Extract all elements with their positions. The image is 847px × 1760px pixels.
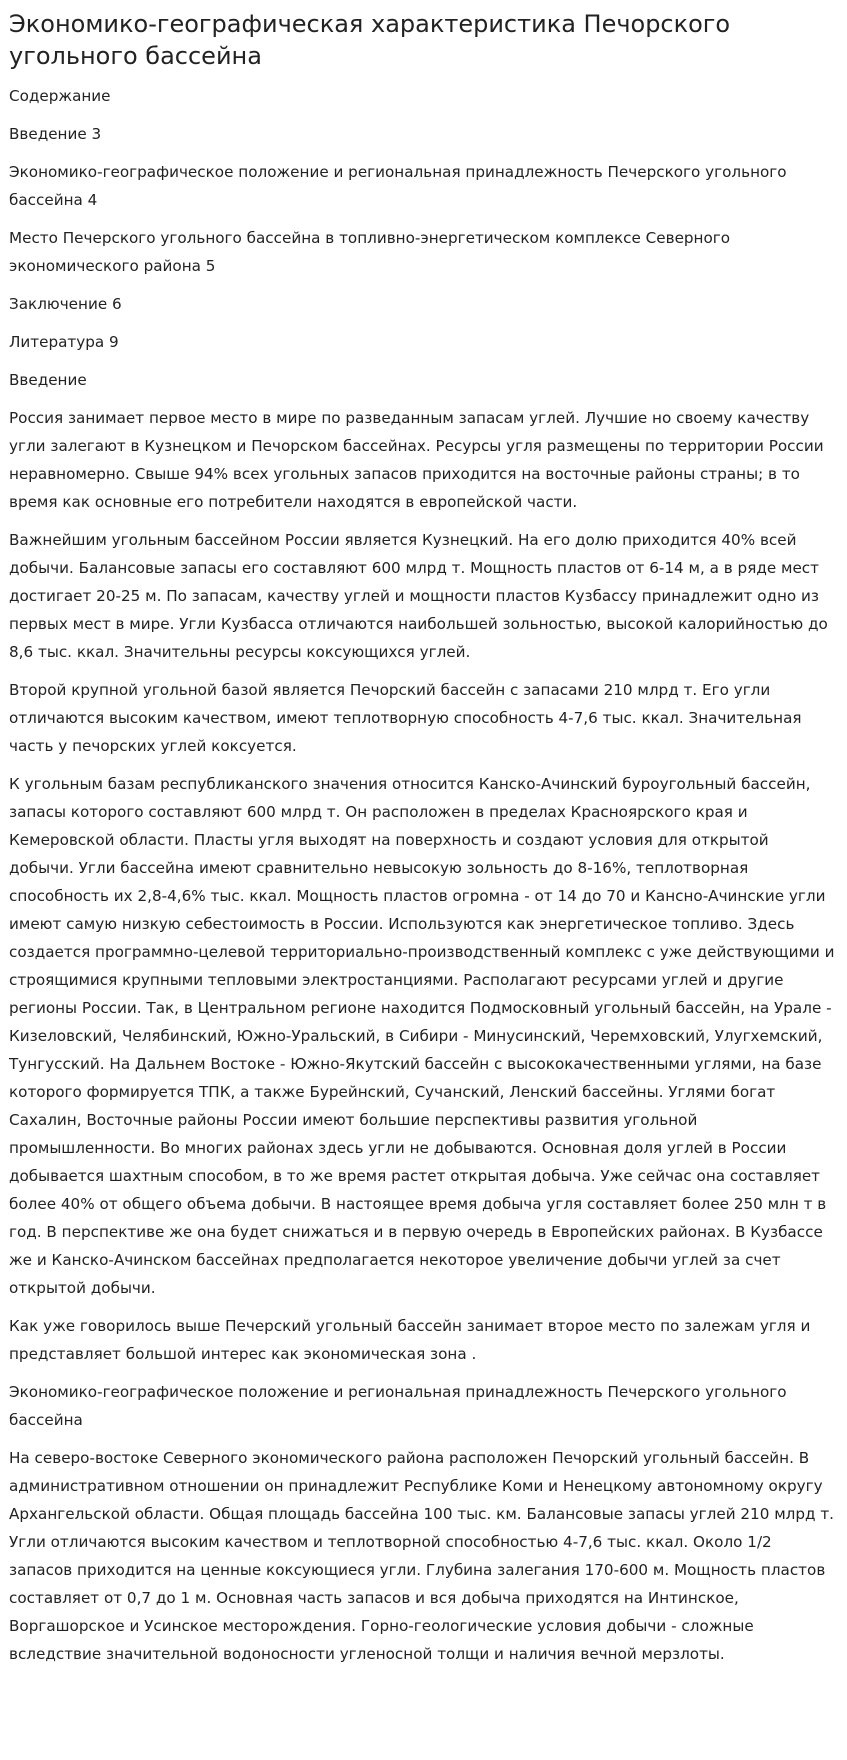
paragraph: Важнейшим угольным бассейном России является Кузнецкий. На его долю приходится 40% всей добычи. Балансовые запасы его составляют 600 млрд т. Мощность пластов от 6-14 м, а в ряде мест достигает 20-25 м. По запасам, качеству углей и мощности пластов Кузбассу принадлежит одно из первых мест в мире. Угли Кузбасса отличаются наибольшей зольностью, высокой калорийностью до 8,6 тыс. ккал. Значительны ресурсы коксующихся углей. xyxy=(9,531,828,661)
paragraph: Как уже говорилось выше Печерский угольный бассейн занимает второе место по залежам угля и представляет большой интерес как экономическая зона . xyxy=(9,1317,811,1363)
toc-item: Литература 9 xyxy=(9,333,119,351)
paragraph: Россия занимает первое место в мире по разведанным запасам углей. Лучшие но своему качеству угли залегают в Кузнецком и Печорском бассейнах. Ресурсы угля размещены по территории России неравномерно. Свыше 94% всех угольных запасов приходится на восточные районы страны; в то время как основные его потребители находятся в европейской части. xyxy=(9,409,824,511)
toc-item: Место Печерского угольного бассейна в топливно-энергетическом комплексе Северного экономического района 5 xyxy=(9,229,731,275)
toc-item: Экономико-географическое положение и региональная принадлежность Печерского угольного бассейна 4 xyxy=(9,163,787,209)
paragraph: На северо-востоке Северного экономического района расположен Печорский угольный бассейн. В административном отношении он принадлежит Республике Коми и Ненецкому автономному округу Архангельской области. Общая площадь бассейна 100 тыс. км. Балансовые запасы углей 210 млрд т. Угли отличаются высоким качеством и теплотворной способностью 4-7,6 тыс. ккал. Около 1/2 запасов приходится на ценные коксующиеся угли. Глубина залегания 170-600 м. Мощность пластов составляет от 0,7 до 1 м. Основная часть запасов и вся добыча приходятся на Интинское, Воргашорское и Усинское месторождения. Горно-геологические условия добычи - сложные вследствие значительной водоносности угленосной толщи и наличия вечной мерзлоты. xyxy=(9,1449,835,1663)
toc-item: Заключение 6 xyxy=(9,295,122,313)
paragraph: К угольным базам республиканского значения относится Канско-Ачинский буроугольный бассейн, запасы которого составляют 600 млрд т. Он расположен в пределах Красноярского края и Кемеровской области. Пласты угля выходят на поверхность и создают условия для открытой добычи. Угли бассейна имеют сравнительно невысокую зольность до 8-16%, теплотворная способность их 2,8-4,6% тыс. ккал. Мощность пластов огромна - от 14 до 70 и Кансно-Ачинские угли имеют самую низкую себестоимость в России. Используются как энергетическое топливо. Здесь создается программно-целевой территориально-производственный комплекс с уже действующими и строящимися крупными тепловыми электростанциями. Располагают ресурсами углей и другие регионы России. Так, в Центральном регионе находится Подмосковный угольный бассейн, на Урале - Кизеловский, Челябинский, Южно-Уральский, в Сибири - Минусинский, Черемховский, Улугхемский, Тунгусский. На Дальнем Востоке - Южно-Якутский бассейн с высококачественными углями, на базе которого формируется ТПК, а также Бурейнский, Сучанский, Ленский бассейны. Углями богат Сахалин, Восточные районы России имеют большие перспективы развития угольной промышленности. Во многих районах здесь угли не добываются. Основная доля углей в России добывается шахтным способом, в то же время растет открытая добыча. Уже сейчас она составляет более 40% от общего объема добычи. В настоящее время добыча угля составляет более 250 млн т в год. В перспективе же она будет снижаться и в первую очередь в Европейских районах. В Кузбассе же и Канско-Ачинском бассейнах предполагается некоторое увеличение добычи углей за счет открытой добычи. xyxy=(9,775,835,1297)
toc-item: Введение 3 xyxy=(9,125,102,143)
toc-heading: Содержание xyxy=(9,87,111,105)
section-heading-intro: Введение xyxy=(9,371,87,389)
page-title: Экономико-географическая характеристика Печорского угольного бассейна xyxy=(9,10,731,70)
paragraph: Второй крупной угольной базой является Печорский бассейн с запасами 210 млрд т. Его угли отличаются высоким качеством, имеют теплотворную способность 4-7,6 тыс. ккал. Значительная часть у печорских углей коксуется. xyxy=(9,681,802,755)
section-heading-geo-position: Экономико-географическое положение и региональная принадлежность Печерского угольного бассейна xyxy=(9,1383,787,1429)
